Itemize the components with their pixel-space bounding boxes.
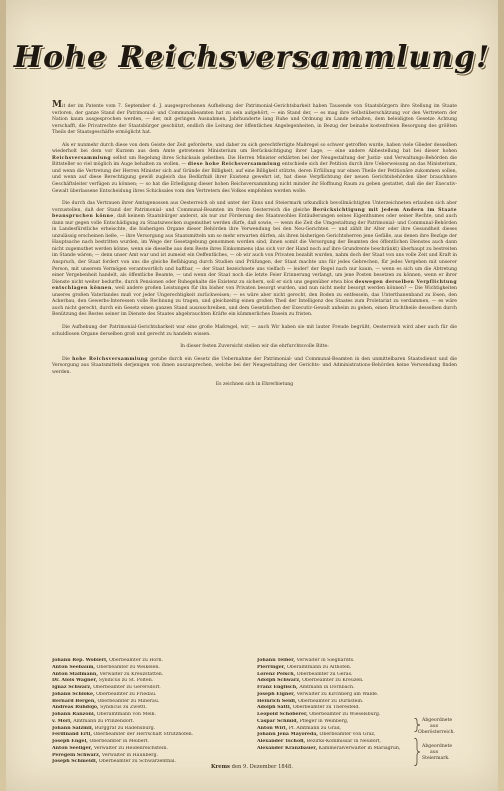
signatory-name: Johann Jena Mayoreda,	[257, 732, 318, 738]
document-title: Hohe Reichsversammlung!	[13, 40, 491, 75]
signatory-role: Syndicus zu Zwettl.	[100, 705, 147, 711]
p2-emphasis-d: diese hohe Reichsversammlung	[187, 162, 281, 168]
signature-entry	[257, 699, 447, 706]
signatory-role: Amtmann in Dornbach.	[299, 685, 355, 690]
signatory-role: Oberbeamter zu Wieselsburg.	[309, 712, 381, 717]
signatory-role: Oberamtmann von Melk.	[96, 712, 156, 717]
signatory-role: Burggraf zu Radensburg.	[94, 725, 156, 731]
signatory-name: Andreas Ruhdojo,	[52, 705, 99, 711]
signature-entry	[52, 672, 242, 679]
signatory-name: Peregein Schwarz,	[52, 752, 101, 758]
paragraph-3	[52, 201, 457, 319]
signatory-role: Pf. Amtmann zu Grad,	[288, 725, 342, 731]
signatory-role: Verwalter zu Kirchberg am Walde.	[296, 691, 379, 697]
intro-text: it der im Patente vom 7. September d. J. ausgesprochenen Aufhebung der Patrimonial-Gerichtsbarkeit haben Tausende von Staatsbürgern ihre Stellung im Staate verloren, der ganze Stand der Patrimonial- und Communalbeamten hat zu sein aufgehört, — ein Stand der, — es mag ihre Selbstüberschätzung vor den Vertretern der Nation kaum ausgesprochen werden, — der, mit geringen Ausnahmen, Jahrhunderte lang Ruhe und Ordnung im Lande erhalten, dem beleidigten Gesetze Achtung verschafft, die Privatrechte der Staatsbürger geschützt, endlich die Leitung der öffentlichen Angelegenheiten, in Bezug der beinahe kostenfreien Besorgung des größten Theils der Staatsgeschäfte ermöglicht hat.	[52, 104, 457, 136]
signature-entry	[257, 658, 447, 665]
signatory-role: Oberbeamter zu Horn.	[109, 658, 163, 663]
p3-text-e: , weil andere großen Leistungen für ihn bisher von Privaten besorgt wurden, und nun nicht mehr besorgt werden können? — Die Wichtigkeiten unseres großen Vaterlandes muß vor jeder Ungerechtigkeit zurückweisen; — es wäre aber nicht gerecht, den Boden zu entfesseln, das Unterthanenband zu lösen, den Ackerbau, den Gewerbs-Interessen volle Rechnung zu tragen, und gleichzeitig einen großen Theil der Intelligenz des Staates zum Proletariat zu verdammen, — es wäre auch nicht gerecht, durch ein Gesetz einen ganzen Stand auszuschreiben, und dem Gesetzlichen der Executiv-Gewalt anheim zu geben, einen Bruchtheile desselben durch Benützung des Restes seiner im Dienste des Staates abgebrauchten Kräfte ein kümmerliches Dasein zu fristen.	[52, 286, 458, 318]
signatory-name: Alexander Kranzbauer,	[257, 745, 318, 751]
signature-entry	[52, 726, 242, 733]
date-line	[0, 764, 504, 770]
lower-brace	[414, 738, 420, 766]
signatory-role: Oberbeamter der Herrschaft Strutzhofen.	[93, 732, 194, 738]
signatory-name: Franz Englisch,	[257, 685, 298, 690]
p3-emphasis-b: Berücksichtigung mit jedem Andern im Staate beanspruchen könne	[52, 207, 457, 220]
signatory-role: Oberbeamter zu Dürnstein.	[298, 698, 364, 704]
signature-entry	[52, 678, 242, 685]
signature-entry	[257, 705, 447, 712]
p3-text-c: , daß keinem Staatsbürger anderst, als nur zur Förderung des Staatswohles Entäußerungen seines Eigenthumes oder seiner Rechte, und auch dann nur gegen volle Entschädigung zu Staatszwecken zugemuthet werden dürfe, daß sowie, — wenn die Zeit die Umgestaltung der Patrimonial- und Communal-Behörden in Landesfürstliche erheischte, die bisherigen Organe dieser Behörden ihre Verwendung bei den Neu-Gerichten — und zählt ihr Alter oder ihre Gesundheit dieses unzulässig erscheinen ließe, — ihre Versorgung aus Staatsmitteln um so mehr erwarten dürfen, als ihren bisherigen Gerichtsherren jene Gefälle, aus denen ihre Bezüge der Hauptsache nach bestritten wurden, im Wege der Gesetzgebung genommen worden sind, ihnen somit die Versorgung der Beamten des öffentlichen Dienstes auch dann nicht zugemuthet werden könne, wenn sie dieselbe aus dem Reste ihres Einkommens (das sich vor der Hand noch auf ihre Grundrente beschränkt) überhaupt zu bestreiten im Stande wären; — denn unser Amt war und ist zumeist ein Oeffentliches, — ob wir auch von Privaten bezahlt wurden, nahm doch der Staat von uns volle Zeit und Kraft in Anspruch, der Staat fordert von uns die gleiche Befähigung durch Studien und Prüfungen, der Staat machte uns für jedes Gebrechen, für jedes Vergehen mit unserer Person, mit unserem Vermögen verantwortlich und haftbar, — der Staat bezeichnete uns vielfach — leider! der Regel nach nur kaum, — wenn es sich um die Abtretung einer Vergebenheit handelt, als öffentliche Beamte, — und wenn der Staat noch die letzte Feier Erinnerung verlangt, um jene Posten besetzen zu können, wenn er ihrer Dienste nicht weiter bedurfte, durch Pensionen oder Ruhegehalte die Existenz zu sichern, soll er sich uns gegenüber etwa blos	[52, 214, 457, 285]
signatory-name: Adolph Sattl,	[257, 705, 292, 711]
signatory-name: Joseph Schmeidl,	[52, 759, 98, 765]
signature-entry	[257, 672, 447, 679]
signatures-left-column	[52, 658, 242, 766]
signatory-name: Alexander Tschofl,	[257, 739, 306, 744]
signature-entry	[52, 739, 242, 746]
paragraph-2	[52, 143, 457, 195]
drop-cap: M	[52, 100, 62, 110]
signatory-name: Ignaz Schwarz,	[52, 685, 92, 690]
signatory-role: Oberbeamter zu Gerersdorf.	[93, 685, 161, 690]
signatory-name: Joseph Eigner,	[257, 691, 296, 697]
signatory-name: v. Mörl,	[52, 718, 72, 724]
signatory-name: Johann Teiber,	[257, 658, 295, 663]
signatory-name: Heinrich Seidl,	[257, 698, 297, 704]
signature-entry	[257, 665, 447, 672]
request-paragraph	[52, 357, 457, 377]
date-place: Krems	[211, 764, 230, 770]
signature-entry	[257, 692, 447, 699]
right-page-edge	[498, 0, 504, 791]
signature-entry	[257, 678, 447, 685]
signature-entry	[257, 685, 447, 692]
signatory-role: Kammeralverwalter in Mariagrün,	[318, 745, 401, 751]
signatory-role: Oberbeamter zu Minerau.	[97, 698, 160, 704]
signature-entry	[52, 658, 242, 665]
lower-brace-label-1: Abgeordnete	[422, 744, 453, 749]
signature-entry	[52, 665, 242, 672]
signature-entry	[52, 712, 242, 719]
p2-text-c: selbst um Regelung ihres Schicksals gebethen. Die Herren Minister erklärten bei der Neugestaltung der Justiz- und Verwaltungs-Behörden die Bittsteller so viel möglich im Auge behalten zu wollen, —	[52, 155, 457, 168]
signatory-name: Bernard Bergen,	[52, 698, 96, 704]
signatory-role: Oberbeamter zu Theresfeld.	[292, 705, 360, 711]
signatory-name: Johann Rep. Wobierl,	[52, 658, 108, 663]
signatory-name: Johann Ranzoni,	[52, 712, 96, 717]
p6-text-a: Die	[62, 356, 73, 362]
date-text: den 9. Dezember 1848.	[231, 764, 293, 770]
signature-entry	[52, 746, 242, 753]
signatory-role: Verwalter zu Heidenreichstein.	[93, 745, 168, 751]
paragraph-4: Die Aufhebung der Patrimonial-Gerichtsbarkeit war eine große Maßregel, wir, — auch Wir haben sie mit lauter Freude begrüßt, Oesterreich wird aber auch für die schuldlosen Organe derselben groß und gerecht zu handeln wissen.	[52, 324, 457, 337]
upper-brace-label-2: aus	[430, 724, 439, 729]
signatory-name: Pierringer,	[257, 664, 286, 670]
signature-entry	[52, 685, 242, 692]
lower-brace-label-2: aus	[430, 750, 439, 755]
signature-entry	[52, 699, 242, 706]
intro-paragraph	[52, 102, 457, 137]
signatory-role: Oberbeamter zu Weikelen.	[96, 664, 160, 670]
left-page-edge	[0, 0, 6, 791]
signatory-role: Oberbeamter von Graz,	[319, 732, 376, 738]
p6-emphasis-b: hohe Reichsversammlung	[72, 356, 148, 362]
signatory-role: Oberbeamter zu Schwarzenthal.	[98, 759, 176, 765]
lower-brace-label-3: Steiermark.	[422, 756, 450, 761]
signatory-name: Ferdinand Ertl,	[52, 732, 92, 738]
signatory-role: Verwalter zu Kreuzstätten.	[99, 671, 164, 677]
signatory-role: Verwalter in Sieghardts.	[296, 658, 355, 663]
signatory-role: Oberbeamter zu Geras.	[296, 671, 353, 677]
document-body	[52, 102, 457, 395]
closing-line: Es zeichnen sich in Ehrerbietung	[215, 382, 294, 388]
signatory-name: Johann Salzmil,	[52, 725, 94, 731]
signatory-role: Pfleger in Weinberg,	[299, 718, 349, 724]
signatory-name: Joseph Engel,	[52, 739, 88, 744]
signatory-name: Lorenz Pelsch,	[257, 671, 296, 677]
p2-emphasis-b: Reichsversammlung	[52, 155, 111, 161]
signatory-role: Syndicus zu St. Pölten.	[98, 678, 154, 684]
signatory-name: Dr. Alois Wagner,	[52, 678, 98, 684]
signature-entry	[52, 719, 242, 726]
signatory-name: Anton Seeliger,	[52, 745, 93, 751]
signatory-name: Adolph Schwarz,	[257, 678, 301, 684]
signatory-role: Bezirks-Kommissär in Neudorf,	[306, 739, 381, 744]
signature-entry	[52, 732, 242, 739]
signatory-name: Anton Wirl,	[257, 725, 288, 731]
signatory-name: Anton Seebaum,	[52, 664, 96, 670]
signatory-name: Anton Stallmann,	[52, 671, 98, 677]
p3-text-a: Die durch das Vertrauen ihrer Amtsgenossen aus Oesterreich ob und unter der Enns und Steiermark urkundlich bevollmächtigten Unterzeichneten erlauben sich aber vorzustellen, daß der Stand der Patrimonial- und Communal-Beamten im freien Oesterreich die gleiche	[52, 201, 457, 213]
upper-brace-label-3: Oberösterreich.	[418, 730, 455, 735]
upper-brace-label-1: Abgeordnete	[422, 718, 453, 723]
signatory-name: Johann Schlöke,	[52, 691, 95, 697]
signatory-role: Oberbeamter in Meiberf.	[89, 739, 149, 744]
signatory-role: Oberamtmann zu Althofen.	[286, 664, 352, 670]
signature-entry	[52, 705, 242, 712]
signature-entry	[52, 692, 242, 699]
signatory-name: Caspar Schmid,	[257, 718, 299, 724]
p3-emphasis-d: deswegen derselben Verpflichtung entschlagen können	[52, 279, 457, 292]
p6-text-c: geruhe durch ein Gesetz die Uebernahme der Patrimonial- und Communal-Beamten in den unmittelbaren Staatsdienst und die Versorgung aus Staatsmitteln derjenigen von ihnen auszusprechen, welche bei der Neugestaltung der Gerichts- und Administrations-Behörden keine Verwendung finden werden.	[52, 356, 457, 375]
signature-entry	[52, 753, 242, 760]
signatory-name: Leopold Schöberer,	[257, 712, 308, 717]
request-intro: In dieser festen Zuversicht stellen wir die ehrfurchtsvolle Bitte:	[180, 344, 329, 350]
signatory-role: Oberbeamter zu Kreuzen.	[302, 678, 364, 684]
signatory-role: Verwalter in Haunberg.	[101, 752, 159, 758]
p2-text-a: Als er nunmehr durch diese von dem Geiste der Zeit geforderte, und daher zu sich gerechtfertigte Maßregel so schwer getroffen wurde, haben viele Glieder desselben wiederholt bei dem vor Kurzem aus dem Amte getretenen Ministerium um Berücksichtigung ihrer Lage, — eine andere Abbestellung bat bei dieser hohen	[52, 142, 457, 155]
signatory-role: Amtmann zu Prinzendorf.	[73, 718, 134, 724]
p2-text-e: entschiede sich der Petition durch ihre Ueberweisung an das Ministerium, und wenn die Vertretung der Herren Minister sich auf Gründe der Billigkeit, auf eine Billigkeit stützte, deren Erfüllung nur einen Theile der Petitionäre zukommen sollen, und wenn auf diese Berechtigung gewiß zugleich das Bedürfniß ihrer Existenz gewehrt ist, hat diese Verpflichtung der neuen Gerichtsbehörden über brauchbare Geschäftsleiter verfügen zu können; — so hat die Erledigung dieser hohen Reichsversammlung nicht minder ihr Hoffnung Raum zu geben gestattet, daß die der Executiv-Gewalt überlassene Entscheidung ihres Schicksales vom den Vertretern des Volkes empfohlen werden wolle.	[52, 162, 457, 194]
signatory-role: Oberbeamter zu Friedau.	[96, 691, 157, 697]
